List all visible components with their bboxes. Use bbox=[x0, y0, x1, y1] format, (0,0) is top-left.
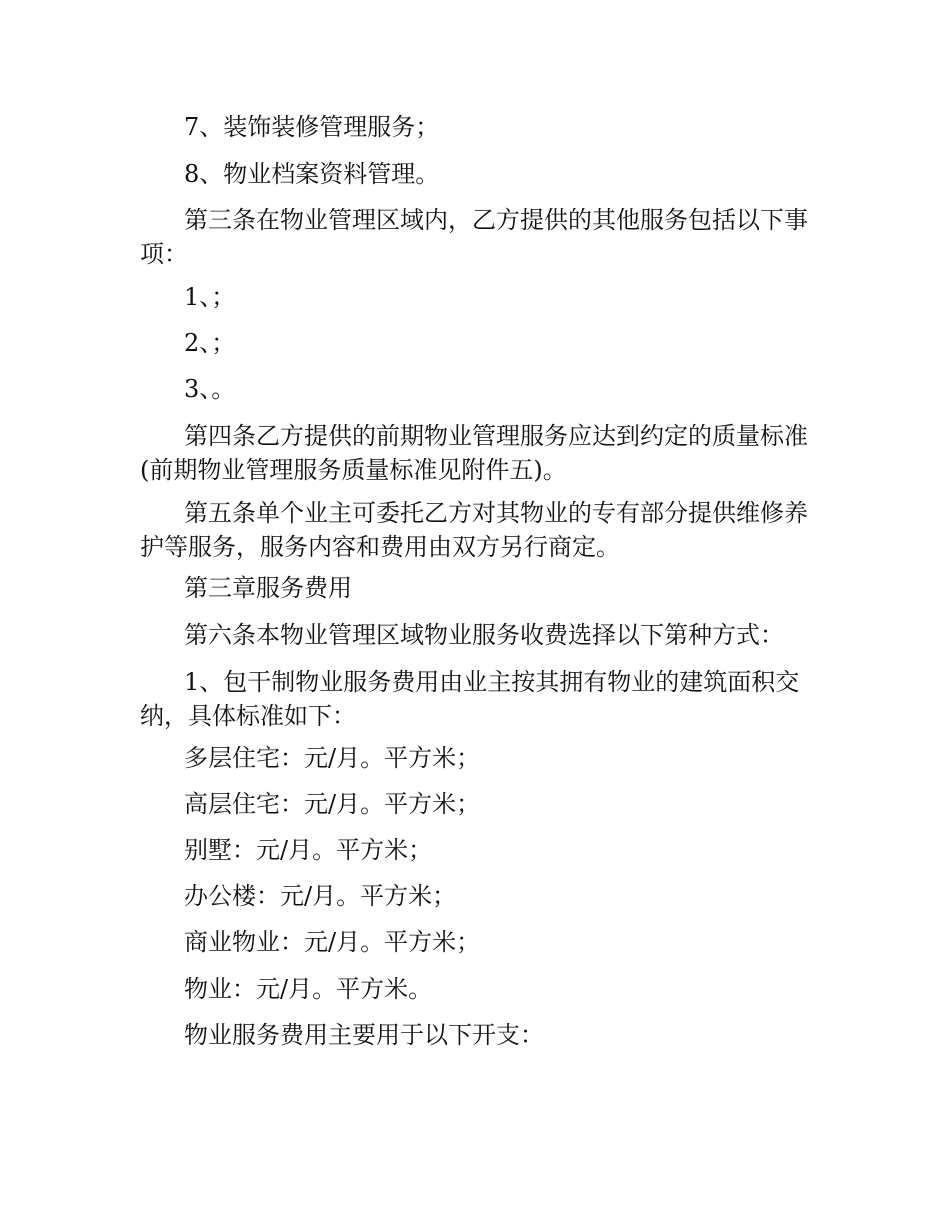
fee-line-highrise: 高层住宅：元/月。平方米； bbox=[184, 790, 481, 818]
fee-line-villa: 别墅：元/月。平方米； bbox=[184, 836, 433, 864]
fee-line-multistory: 多层住宅：元/月。平方米； bbox=[184, 744, 481, 772]
paragraph-item-7: 7、装饰装修管理服务； bbox=[184, 113, 440, 141]
paragraph-item-8: 8、物业档案资料管理。 bbox=[184, 160, 440, 188]
paragraph-article-6: 第六条本物业管理区域物业服务收费选择以下第种方式： bbox=[184, 621, 784, 649]
fee-line-office: 办公楼：元/月。平方米； bbox=[184, 882, 457, 910]
paragraph-article-4: 第四条乙方提供的前期物业管理服务应达到约定的质量标准(前期物业管理服务质量标准见附件五)。 bbox=[140, 422, 808, 484]
paragraph-fee-method-1: 1、包干制物业服务费用由业主按其拥有物业的建筑面积交纳，具体标准如下： bbox=[140, 668, 800, 730]
fee-line-other: 物业：元/月。平方米。 bbox=[184, 975, 433, 1003]
paragraph-article-3: 第三条在物业管理区域内，乙方提供的其他服务包括以下事项： bbox=[140, 206, 808, 268]
paragraph-list-2: 2、； bbox=[184, 329, 236, 357]
fee-line-commercial: 商业物业：元/月。平方米； bbox=[184, 928, 481, 956]
paragraph-list-3: 3、。 bbox=[184, 375, 236, 403]
paragraph-list-1: 1、； bbox=[184, 283, 236, 311]
paragraph-article-5: 第五条单个业主可委托乙方对其物业的专有部分提供维修养护等服务，服务内容和费用由双方另行商定。 bbox=[140, 499, 808, 561]
chapter-heading: 第三章服务费用 bbox=[184, 574, 352, 602]
paragraph-expenses-intro: 物业服务费用主要用于以下开支： bbox=[184, 1021, 544, 1049]
